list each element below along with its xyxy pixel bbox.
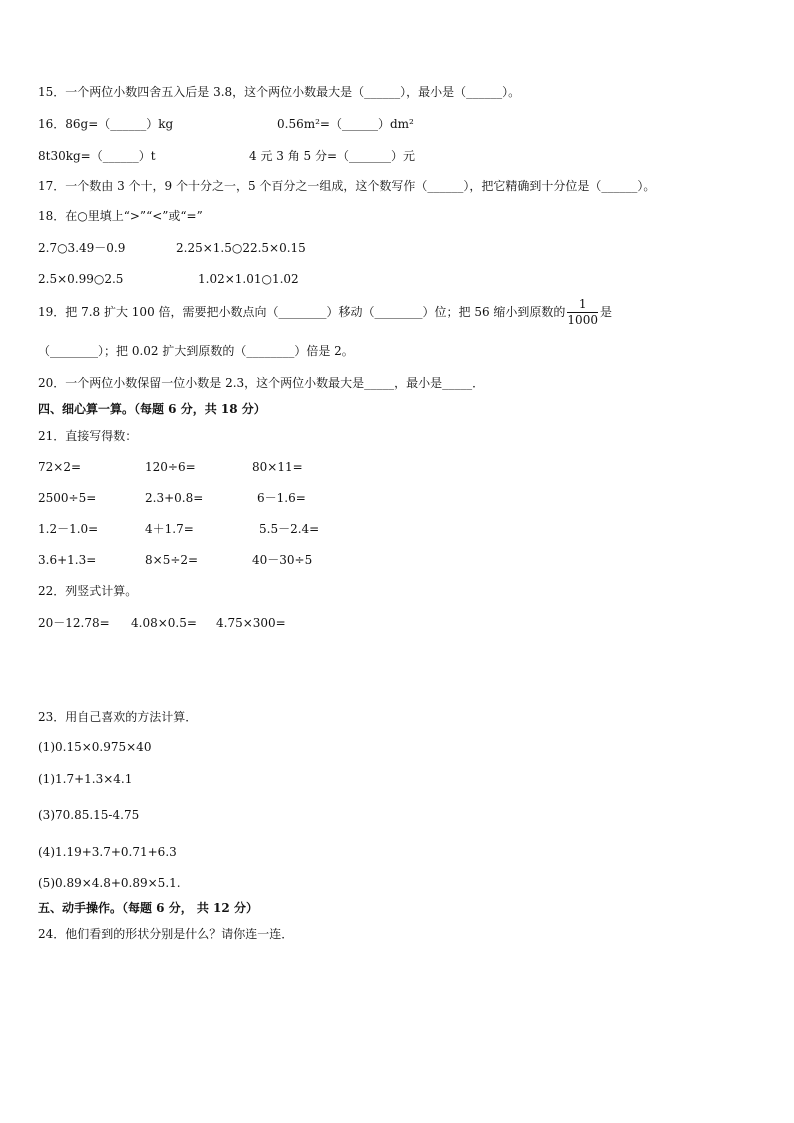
q18-item: 1.02×1.01○1.02 bbox=[198, 272, 299, 286]
q19-text: 19．把 7.8 扩大 100 倍，需要把小数点向（________）移动（________）位；把 56 缩小到原数的 bbox=[38, 305, 566, 319]
q21-title: 21．直接写得数： bbox=[38, 429, 138, 443]
q21-item: 8×5÷2= bbox=[145, 553, 199, 567]
q17: 17．一个数由 3 个十，9 个十分之一，5 个百分之一组成，这个数写作（______），把它精确到十分位是（______）。 bbox=[38, 179, 656, 193]
q21-item: 2500÷5= bbox=[38, 491, 97, 505]
q16-d: 4 元 3 角 5 分=（_______）元 bbox=[249, 149, 416, 163]
q21-item: 1.2－1.0= bbox=[38, 522, 99, 536]
q18-title: 18．在○里填上“>”“<”或“=” bbox=[38, 209, 203, 223]
q16-a: 16．86g=（______）kg bbox=[38, 117, 174, 131]
q21-item: 120÷6= bbox=[145, 460, 196, 474]
q18-item: 2.7○3.49－0.9 bbox=[38, 241, 126, 255]
q21-item: 40－30÷5 bbox=[252, 553, 313, 567]
q16-c: 8t30kg=（______）t bbox=[38, 149, 156, 163]
q18-item: 2.25×1.5○22.5×0.15 bbox=[176, 241, 306, 255]
q15: 15．一个两位小数四舍五入后是 3.8，这个两位小数最大是（______），最小是（______）。 bbox=[38, 85, 521, 99]
q21-item: 72×2= bbox=[38, 460, 82, 474]
q21-item: 2.3+0.8= bbox=[145, 491, 204, 505]
q24: 24．他们看到的形状分别是什么？请你连一连． bbox=[38, 927, 294, 941]
section-5-heading: 五、动手操作。（每题 6 分， 共 12 分） bbox=[38, 901, 258, 915]
q22-item: 4.75×300= bbox=[216, 616, 286, 630]
q22-item: 4.08×0.5= bbox=[131, 616, 197, 630]
q18-item: 2.5×0.99○2.5 bbox=[38, 272, 124, 286]
q21-item: 4＋1.7= bbox=[145, 522, 194, 536]
q19-line2: （________）；把 0.02 扩大到原数的（________）倍是 2。 bbox=[38, 344, 354, 358]
q23-title: 23．用自己喜欢的方法计算． bbox=[38, 710, 198, 724]
q20: 20．一个两位小数保留一位小数是 2.3，这个两位小数最大是_____，最小是_____． bbox=[38, 376, 485, 390]
q21-item: 3.6+1.3= bbox=[38, 553, 97, 567]
fraction-denominator: 1000 bbox=[567, 313, 598, 327]
q19-text-end: 是 bbox=[599, 305, 612, 319]
section-4-heading: 四、细心算一算。（每题 6 分，共 18 分） bbox=[38, 402, 266, 416]
q22-item: 20－12.78= bbox=[38, 616, 110, 630]
q21-item: 6－1.6= bbox=[257, 491, 306, 505]
q21-item: 5.5－2.4= bbox=[259, 522, 320, 536]
q21-item: 80×11= bbox=[252, 460, 303, 474]
q23-item: (5)0.89×4.8+0.89×5.1. bbox=[38, 876, 181, 890]
q23-item: (1)0.15×0.975×40 bbox=[38, 740, 152, 754]
fraction-numerator: 1 bbox=[567, 297, 598, 313]
q23-item: (3)70.85.15-4.75 bbox=[38, 808, 140, 822]
q23-item: (1)1.7+1.3×4.1 bbox=[38, 772, 133, 786]
q23-item: (4)1.19+3.7+0.71+6.3 bbox=[38, 845, 177, 859]
q22-title: 22．列竖式计算。 bbox=[38, 584, 138, 598]
q16-b: 0.56m²=（______）dm² bbox=[277, 117, 414, 131]
fraction bbox=[567, 297, 598, 328]
q19-line1 bbox=[38, 296, 612, 328]
